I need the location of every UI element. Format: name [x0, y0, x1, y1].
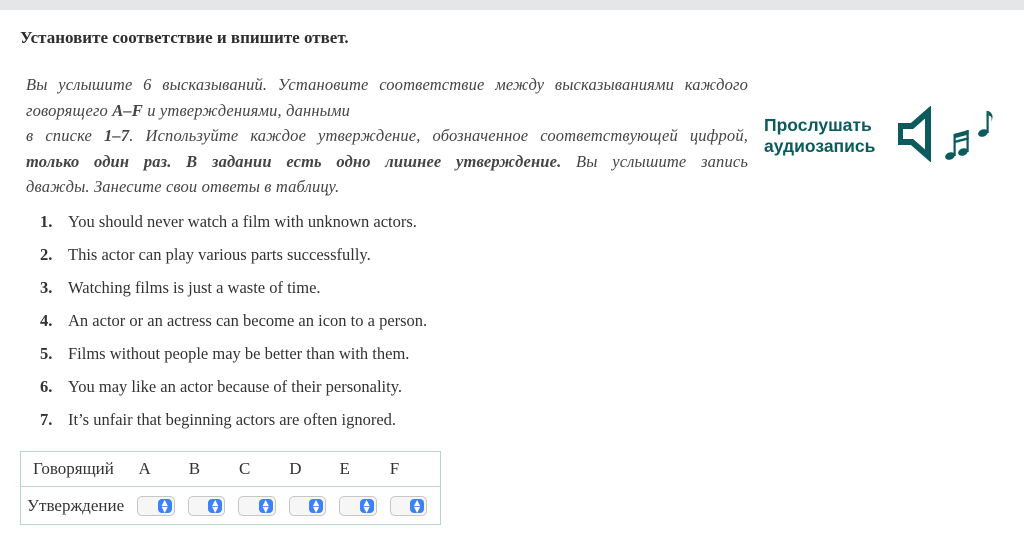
- instructions-line-4: только один раз. В задании есть одно лишнее утверждение. Вы услышите запись: [26, 151, 748, 171]
- statement-number: 6.: [40, 376, 53, 396]
- answer-table: [20, 451, 441, 525]
- statement-text: An actor or an actress can become an icon to a person.: [68, 310, 428, 330]
- statement-label: Утверждение: [27, 495, 125, 515]
- select-chevron-icon: ▲ ▼: [410, 499, 424, 513]
- statement-text: Films without people may be better than with them.: [68, 343, 410, 363]
- answer-select-b[interactable]: [188, 496, 225, 516]
- statement-text: This actor can play various parts successfully.: [68, 244, 371, 264]
- statement-item: [40, 271, 427, 304]
- answer-select-f[interactable]: [390, 496, 427, 516]
- speaker-label: Говорящий: [33, 459, 114, 478]
- top-bar: [0, 0, 1024, 10]
- speaker-letter-f: F: [389, 459, 400, 478]
- statement-item: [40, 337, 427, 370]
- statement-item: [40, 304, 427, 337]
- answer-select-c[interactable]: [238, 496, 275, 516]
- statement-number: 2.: [40, 244, 53, 264]
- statement-text: It’s unfair that beginning actors are often ignored.: [68, 409, 397, 429]
- statement-row: [21, 487, 441, 525]
- select-chevron-icon: ▲ ▼: [208, 499, 222, 513]
- listen-audio-button[interactable]: [764, 110, 994, 162]
- statements-list: [40, 205, 427, 436]
- select-chevron-icon: ▲ ▼: [158, 499, 172, 513]
- speaker-letter-b: B: [188, 459, 201, 478]
- instructions-line-5: дважды. Занесите свои ответы в таблицу.: [26, 177, 340, 196]
- answer-select-a[interactable]: [137, 496, 174, 516]
- instructions-line-2: говорящего A–F и утверждениями, данными: [26, 100, 351, 120]
- statement-item: [40, 403, 427, 436]
- task-title: Установите соответствие и впишите ответ.: [20, 28, 349, 47]
- speaker-letter-a: A: [138, 459, 151, 478]
- select-chevron-icon: ▲ ▼: [360, 499, 374, 513]
- speaker-row: [21, 452, 441, 487]
- audio-icons[interactable]: [898, 106, 994, 162]
- statement-item: [40, 370, 427, 403]
- statement-item: [40, 238, 427, 271]
- statement-number: 5.: [40, 343, 53, 363]
- statement-number: 7.: [40, 409, 53, 429]
- statement-text: Watching films is just a waste of time.: [68, 277, 321, 297]
- statement-text: You should never watch a film with unknown actors.: [68, 211, 417, 231]
- select-chevron-icon: ▲ ▼: [259, 499, 273, 513]
- statement-item: [40, 205, 427, 238]
- speaker-icon: [900, 112, 928, 156]
- answer-select-e[interactable]: [339, 496, 376, 516]
- instructions: [26, 72, 748, 200]
- answer-select-d[interactable]: [289, 496, 326, 516]
- statement-number: 1.: [40, 211, 53, 231]
- statement-number: 4.: [40, 310, 53, 330]
- instructions-line-1: Вы услышите 6 высказываний. Установите соответствие между высказываниями каждого: [26, 75, 748, 94]
- statement-number: 3.: [40, 277, 53, 297]
- speaker-letter-c: C: [238, 459, 251, 478]
- instructions-line-3: в списке 1–7. Используйте каждое утверждение, обозначенное соответствующей цифрой,: [26, 126, 748, 145]
- statement-text: You may like an actor because of their personality.: [68, 376, 403, 396]
- music-notes-icon: [944, 111, 992, 161]
- select-chevron-icon: ▲ ▼: [309, 499, 323, 513]
- speaker-letter-d: D: [289, 459, 302, 478]
- speaker-letter-e: E: [339, 459, 350, 478]
- listen-audio-label: Прослушать аудиозапись: [764, 115, 876, 156]
